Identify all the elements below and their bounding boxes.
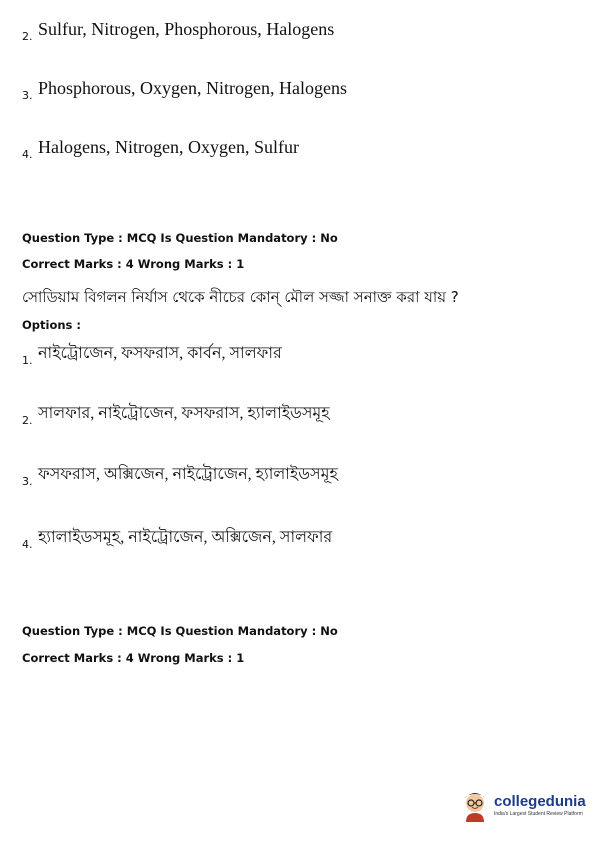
option-2	[22, 405, 330, 427]
options-label: Options :	[22, 318, 81, 332]
option-number: 4.	[22, 538, 33, 551]
student-mascot-icon	[460, 788, 490, 822]
option-4	[22, 529, 333, 551]
option-number: 4.	[22, 148, 33, 161]
collegedunia-logo	[460, 788, 586, 822]
option-text: Sulfur, Nitrogen, Phosphorous, Halogens	[38, 19, 335, 39]
question-type-line: Question Type : MCQ Is Question Mandatory : No	[22, 231, 338, 245]
option-number: 3.	[22, 475, 33, 488]
option-3	[22, 78, 347, 102]
option-number: 2.	[22, 30, 33, 43]
option-text: ফসফরাস, অক্সিজেন, নাইট্রোজেন, হ্যালাইডসমূহ	[38, 466, 338, 483]
option-3	[22, 466, 338, 488]
option-2	[22, 19, 335, 43]
option-4	[22, 137, 299, 161]
option-number: 3.	[22, 89, 33, 102]
option-1	[22, 345, 282, 367]
option-text: Phosphorous, Oxygen, Nitrogen, Halogens	[38, 78, 347, 98]
brand-tagline: India's Largest Student Review Platform	[494, 810, 583, 817]
option-text: নাইট্রোজেন, ফসফরাস, কার্বন, সালফার	[38, 345, 282, 362]
option-number: 2.	[22, 414, 33, 427]
question-text: সোডিয়াম বিগলন নির্যাস থেকে নীচের কোন্ মৌল সজ্জা সনাক্ত করা যায় ?	[22, 288, 459, 306]
option-text: সালফার, নাইট্রোজেন, ফসফরাস, হ্যালাইডসমূহ	[38, 405, 330, 422]
option-number: 1.	[22, 354, 33, 367]
option-text: Halogens, Nitrogen, Oxygen, Sulfur	[38, 137, 299, 157]
question-type-line: Question Type : MCQ Is Question Mandatory : No	[22, 624, 338, 638]
brand-name: collegedunia	[494, 792, 586, 810]
marks-line: Correct Marks : 4 Wrong Marks : 1	[22, 257, 245, 271]
marks-line: Correct Marks : 4 Wrong Marks : 1	[22, 651, 245, 665]
option-text: হ্যালাইডসমূহ, নাইট্রোজেন, অক্সিজেন, সালফার	[38, 529, 333, 546]
